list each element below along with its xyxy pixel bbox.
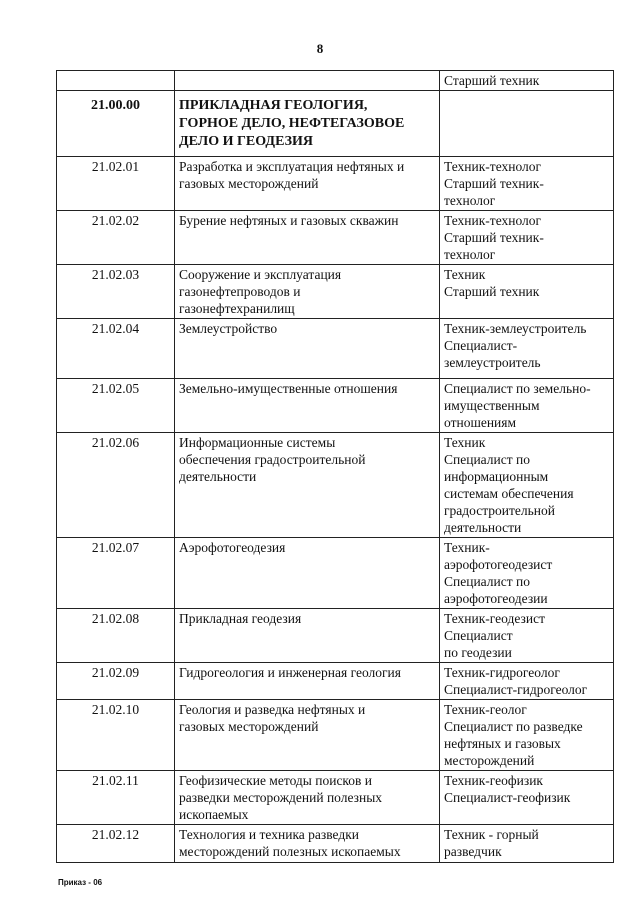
qualification-line: Специалист-гидрогеолог <box>444 682 588 697</box>
table-row <box>57 379 614 433</box>
qualification-line: по геодезии <box>444 645 512 660</box>
qualification-cell <box>440 91 614 157</box>
specialty-name-cell <box>175 319 440 379</box>
group-row <box>57 91 614 157</box>
qualification-line: Техник <box>444 435 486 450</box>
specialty-name-line: Прикладная геодезия <box>179 611 302 626</box>
qualification-line: имущественным <box>444 398 540 413</box>
specialty-name-cell <box>175 211 440 265</box>
specialty-name-cell <box>175 663 440 700</box>
qualification-line: Старший техник- <box>444 230 544 245</box>
table-row <box>57 700 614 771</box>
specialty-name-line: газовых месторождений <box>179 176 319 191</box>
specialty-name-line: Разработка и эксплуатация нефтяных и <box>179 159 405 174</box>
specialty-name-line: ПРИКЛАДНАЯ ГЕОЛОГИЯ, <box>179 98 368 113</box>
specialty-name-cell <box>175 700 440 771</box>
specialty-name-line: Геология и разведка нефтяных и <box>179 702 366 717</box>
specialty-name-line: разведки месторождений полезных <box>179 790 383 805</box>
qualification-line: Техник-землеустроитель <box>444 321 587 336</box>
table-row <box>57 771 614 825</box>
specialty-name-cell <box>175 91 440 157</box>
qualification-line: Техник- <box>444 540 490 555</box>
code-cell <box>57 71 175 91</box>
qualification-line: Техник <box>444 267 486 282</box>
code-cell: 21.02.06 <box>57 433 175 538</box>
qualification-line: Специалист по разведке <box>444 719 583 734</box>
qualification-cell <box>440 433 614 538</box>
specialty-name-cell <box>175 157 440 211</box>
specialty-name-line: газонефтепроводов и <box>179 284 301 299</box>
code-cell: 21.00.00 <box>57 91 175 157</box>
code-cell: 21.02.11 <box>57 771 175 825</box>
code-cell: 21.02.12 <box>57 825 175 863</box>
specialty-name-line: Технология и техника разведки <box>179 827 359 842</box>
specialty-name-line: Гидрогеология и инженерная геология <box>179 665 401 680</box>
qualification-line: аэрофотогеодезии <box>444 591 548 606</box>
specialty-name-cell <box>175 265 440 319</box>
code-cell: 21.02.08 <box>57 609 175 663</box>
qualification-cell <box>440 609 614 663</box>
specialty-name-line: месторождений полезных ископаемых <box>179 844 401 859</box>
specialty-name-line: Сооружение и эксплуатация <box>179 267 342 282</box>
qualification-cell <box>440 538 614 609</box>
code-cell: 21.02.02 <box>57 211 175 265</box>
qualification-line: технолог <box>444 193 496 208</box>
table-row <box>57 538 614 609</box>
specialty-name-cell <box>175 538 440 609</box>
qualification-cell <box>440 71 614 91</box>
specialty-name-cell <box>175 609 440 663</box>
specialty-name-cell <box>175 379 440 433</box>
specialty-name-line: Земельно-имущественные отношения <box>179 381 398 396</box>
qualification-line: Специалист- <box>444 338 518 353</box>
qualification-line: разведчик <box>444 844 502 859</box>
specialty-name-cell <box>175 71 440 91</box>
qualification-cell <box>440 265 614 319</box>
qualification-line: месторождений <box>444 753 535 768</box>
table-row <box>57 71 614 91</box>
code-cell: 21.02.01 <box>57 157 175 211</box>
code-cell: 21.02.05 <box>57 379 175 433</box>
specialty-name-line: обеспечения градостроительной <box>179 452 366 467</box>
qualification-cell <box>440 825 614 863</box>
qualification-cell <box>440 319 614 379</box>
qualification-line: аэрофотогеодезист <box>444 557 553 572</box>
qualification-cell <box>440 771 614 825</box>
qualification-line: Техник-гидрогеолог <box>444 665 560 680</box>
qualification-line: Специалист <box>444 628 513 643</box>
specialty-name-line: Аэрофотогеодезия <box>179 540 286 555</box>
specialty-name-line: Геофизические методы поисков и <box>179 773 373 788</box>
table-row <box>57 825 614 863</box>
qualification-line: Старший техник- <box>444 176 544 191</box>
table-row <box>57 433 614 538</box>
qualification-line: Специалист-геофизик <box>444 790 571 805</box>
table-row <box>57 211 614 265</box>
qualification-line: Техник-геолог <box>444 702 527 717</box>
qualification-line: Специалист по <box>444 574 530 589</box>
qualification-line: Старший техник <box>444 73 540 88</box>
specialty-name-cell <box>175 433 440 538</box>
qualification-line: Техник - горный <box>444 827 539 842</box>
table-row <box>57 319 614 379</box>
specialty-name-line: ГОРНОЕ ДЕЛО, НЕФТЕГАЗОВОЕ <box>179 116 405 131</box>
qualification-line: системам обеспечения <box>444 486 574 501</box>
qualification-cell <box>440 157 614 211</box>
qualification-line: Техник-геодезист <box>444 611 545 626</box>
qualification-line: градостроительной <box>444 503 555 518</box>
code-cell: 21.02.07 <box>57 538 175 609</box>
specialties-table <box>56 70 614 863</box>
specialty-name-line: деятельности <box>179 469 257 484</box>
specialty-name-line: Информационные системы <box>179 435 336 450</box>
table-row <box>57 663 614 700</box>
qualification-line: деятельности <box>444 520 522 535</box>
qualification-cell <box>440 700 614 771</box>
qualification-line: отношениям <box>444 415 517 430</box>
table-row <box>57 265 614 319</box>
specialty-name-line: газонефтехранилищ <box>179 301 295 316</box>
code-cell: 21.02.09 <box>57 663 175 700</box>
qualification-line: землеустроитель <box>444 355 541 370</box>
qualification-line: нефтяных и газовых <box>444 736 561 751</box>
qualification-cell <box>440 379 614 433</box>
table-row <box>57 609 614 663</box>
qualification-cell <box>440 663 614 700</box>
qualification-line: технолог <box>444 247 496 262</box>
qualification-line: Техник-технолог <box>444 213 542 228</box>
qualification-line: Старший техник <box>444 284 540 299</box>
code-cell: 21.02.04 <box>57 319 175 379</box>
specialty-name-line: ДЕЛО И ГЕОДЕЗИЯ <box>179 134 313 149</box>
specialty-name-line: Землеустройство <box>179 321 278 336</box>
qualification-line: Техник-геофизик <box>444 773 543 788</box>
footer-note: Приказ - 06 <box>58 878 103 887</box>
specialty-name-line: ископаемых <box>179 807 249 822</box>
qualification-line: Специалист по земельно- <box>444 381 591 396</box>
qualification-cell <box>440 211 614 265</box>
specialty-name-line: Бурение нефтяных и газовых скважин <box>179 213 399 228</box>
qualification-line: информационным <box>444 469 549 484</box>
qualification-line: Техник-технолог <box>444 159 542 174</box>
page-number: 8 <box>316 41 324 56</box>
code-cell: 21.02.03 <box>57 265 175 319</box>
table-row <box>57 157 614 211</box>
specialty-name-line: газовых месторождений <box>179 719 319 734</box>
specialty-name-cell <box>175 825 440 863</box>
qualification-line: Специалист по <box>444 452 530 467</box>
specialty-name-cell <box>175 771 440 825</box>
code-cell: 21.02.10 <box>57 700 175 771</box>
